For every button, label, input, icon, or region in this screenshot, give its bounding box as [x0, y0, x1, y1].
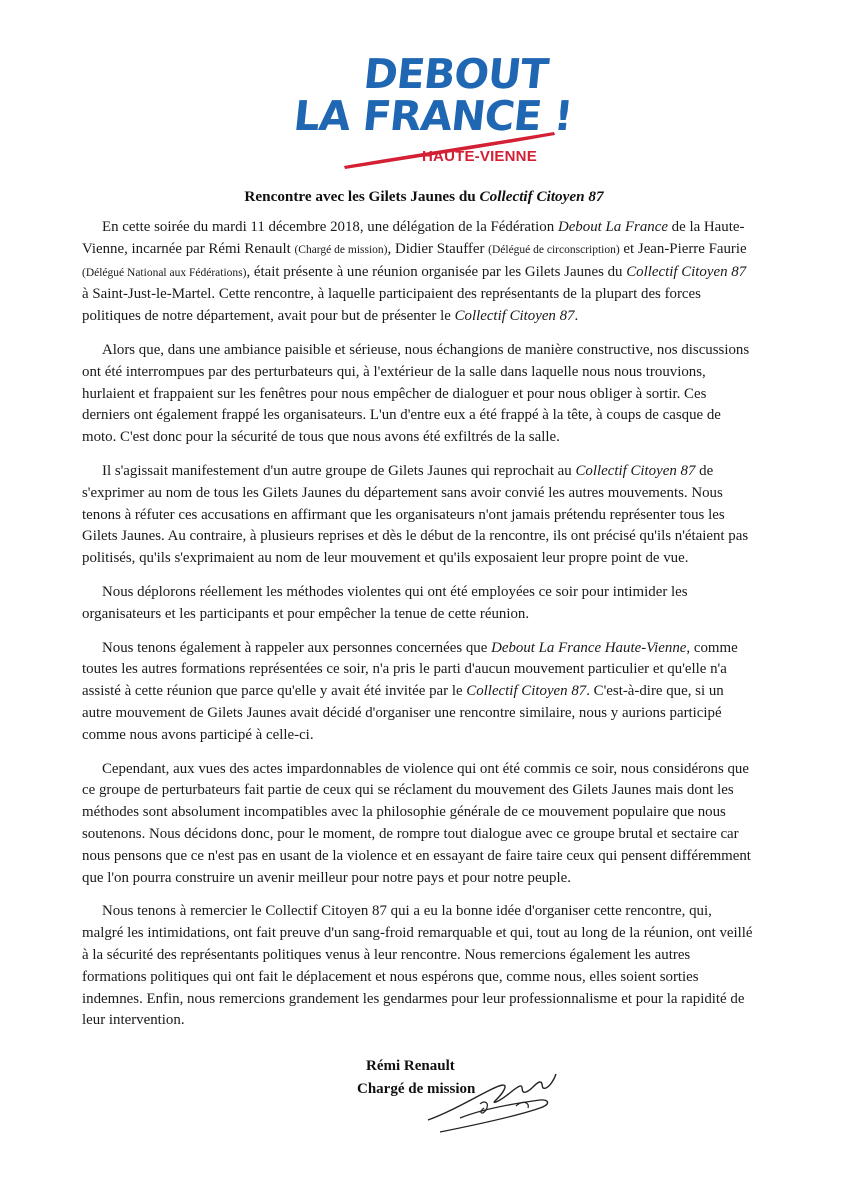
p1-text-2: de la Haute-Vienne, incarnée par Rémi Renault — [82, 219, 745, 257]
p5-text-2: , comme toutes les autres formations représentées ce soir, n'a pris le parti d'aucun mouvement particulier et qu'elle n'a assisté à cette réunion que parce qu'elle y avait été invitée par le — [82, 639, 738, 700]
signatory-role: Chargé de mission — [357, 1081, 476, 1097]
p5-text-1: Nous tenons également à rappeler aux personnes concernées que — [102, 639, 492, 656]
paragraph-1 — [82, 217, 756, 328]
p5-italic-2: Collectif Citoyen 87 — [466, 683, 587, 700]
p1-role-3: (Délégué National aux Fédérations) — [82, 266, 247, 279]
party-logo — [282, 44, 574, 184]
p1-text-6: à Saint-Just-le-Martel. Cette rencontre, à laquelle participaient des représentants de la plupart des forces politiques de notre département, avait pour but de présenter le — [82, 286, 701, 325]
p3-text-1: Il s'agissait manifestement d'un autre groupe de Gilets Jaunes qui reprochait au — [102, 462, 576, 479]
title-italic: Collectif Citoyen 87 — [479, 188, 604, 205]
p5-text-3: . C'est-à-dire que, si un autre mouvement de Gilets Jaunes avait décidé d'organiser une rencontre similaire, nous y aurions participé comme nous avons participé à celle-ci. — [82, 683, 724, 743]
p1-text-5: , était présente à une réunion organisée par les Gilets Jaunes du — [246, 263, 627, 280]
signatory-name: Rémi Renault — [366, 1058, 455, 1074]
paragraph-2: Alors que, dans une ambiance paisible et sérieuse, nous échangions de manière constructive, nos discussions ont été interrompues par des perturbateurs qui, à l'extérieur de la salle dans laquelle nous nous trouvions, hurlaient et frappaient sur les fenêtres pour nous empêcher de dialoguer et pour nous obliger à sortir. Ces derniers ont également frappé les organisateurs. L'un d'entre eux a été frappé à la tête, à coups de casque de moto. C'est donc pour la sécurité de tous que nous avons été exfiltrés de la salle. — [82, 341, 750, 446]
handwritten-signature-icon — [420, 1060, 570, 1138]
p1-role-2: (Délégué de circonscription) — [488, 243, 620, 256]
p3-italic-1: Collectif Citoyen 87 — [575, 462, 696, 479]
p1-text-1: En cette soirée du mardi 11 décembre 2018, une délégation de la Fédération — [102, 219, 558, 235]
p1-text-3: , Didier Stauffer — [387, 240, 489, 257]
paragraph-3 — [82, 461, 756, 570]
logo-subtitle: HAUTE-VIENNE — [422, 148, 537, 165]
p1-italic-2: Collectif Citoyen 87 — [626, 263, 747, 280]
paragraph-5 — [82, 638, 756, 747]
title-prefix: Rencontre avec les Gilets Jaunes du — [244, 188, 480, 205]
logo-line-2: LA FRANCE ! — [291, 92, 575, 140]
p1-italic-3: Collectif Citoyen 87 — [454, 308, 575, 325]
p1-role-1: (Chargé de mission) — [294, 243, 388, 256]
document-title — [0, 188, 848, 206]
p1-text-7: . — [574, 308, 579, 325]
paragraph-7: Nous tenons à remercier le Collectif Citoyen 87 qui a eu la bonne idée d'organiser cette rencontre, qui, malgré les intimidations, ont fait preuve d'un sang-froid remarquable et qui, tout au long de la réunion, ont veillé à la sécurité des représentants politiques venus à leur rencontre. Nous remercions également les autres formations politiques qui ont fait le déplacement et nous espérons que, comme nous, elles soient sorties indemnes. Enfin, nous remercions grandement les gendarmes pour leur professionnalisme et pour la rapidité de leur intervention. — [82, 903, 753, 1029]
logo-line-1: DEBOUT — [361, 50, 550, 98]
p3-text-2: de s'exprimer au nom de tous les Gilets Jaunes du département sans avoir convié les autres mouvements. Nous tenons à réfuter ces accusations en affirmant que les organisateurs n'ont jamais prétendu représenter tous les Gilets Jaunes. Au contraire, à plusieurs reprises et dès le début de la rencontre, ils ont précisé qu'ils n'étaient pas politisés, qu'ils s'exprimaient au nom de leur mouvement et qu'ils exposaient leur propre point de vue. — [82, 462, 749, 567]
paragraph-4: Nous déplorons réellement les méthodes violentes qui ont été employées ce soir pour intimider les organisateurs et les participants et pour empêcher la tenue de cette réunion. — [82, 583, 688, 622]
p5-italic-1: Debout La France Haute-Vienne — [491, 639, 687, 656]
paragraph-6: Cependant, aux vues des actes impardonnables de violence qui ont été commis ce soir, nous considérons que ce groupe de perturbateurs fait partie de ceux qui se réclament du mouvement des Gilets Jaunes mais dont les méthodes sont absolument incompatibles avec la philosophie générale de ce mouvement populaire que nous soutenons. Nous décidons donc, pour le moment, de rompre tout dialogue avec ce groupe brutal et sectaire car nous pensons que ce n'est pas en usant de la violence et en essayant de faire taire ceux qui pensent différemment que l'on pourra construire un avenir meilleur pour notre pays et pour notre peuple. — [82, 760, 751, 886]
document-body — [82, 217, 756, 1044]
p1-text-4: et Jean-Pierre Faurie — [619, 240, 747, 257]
p1-italic-1: Debout La France — [557, 219, 668, 235]
